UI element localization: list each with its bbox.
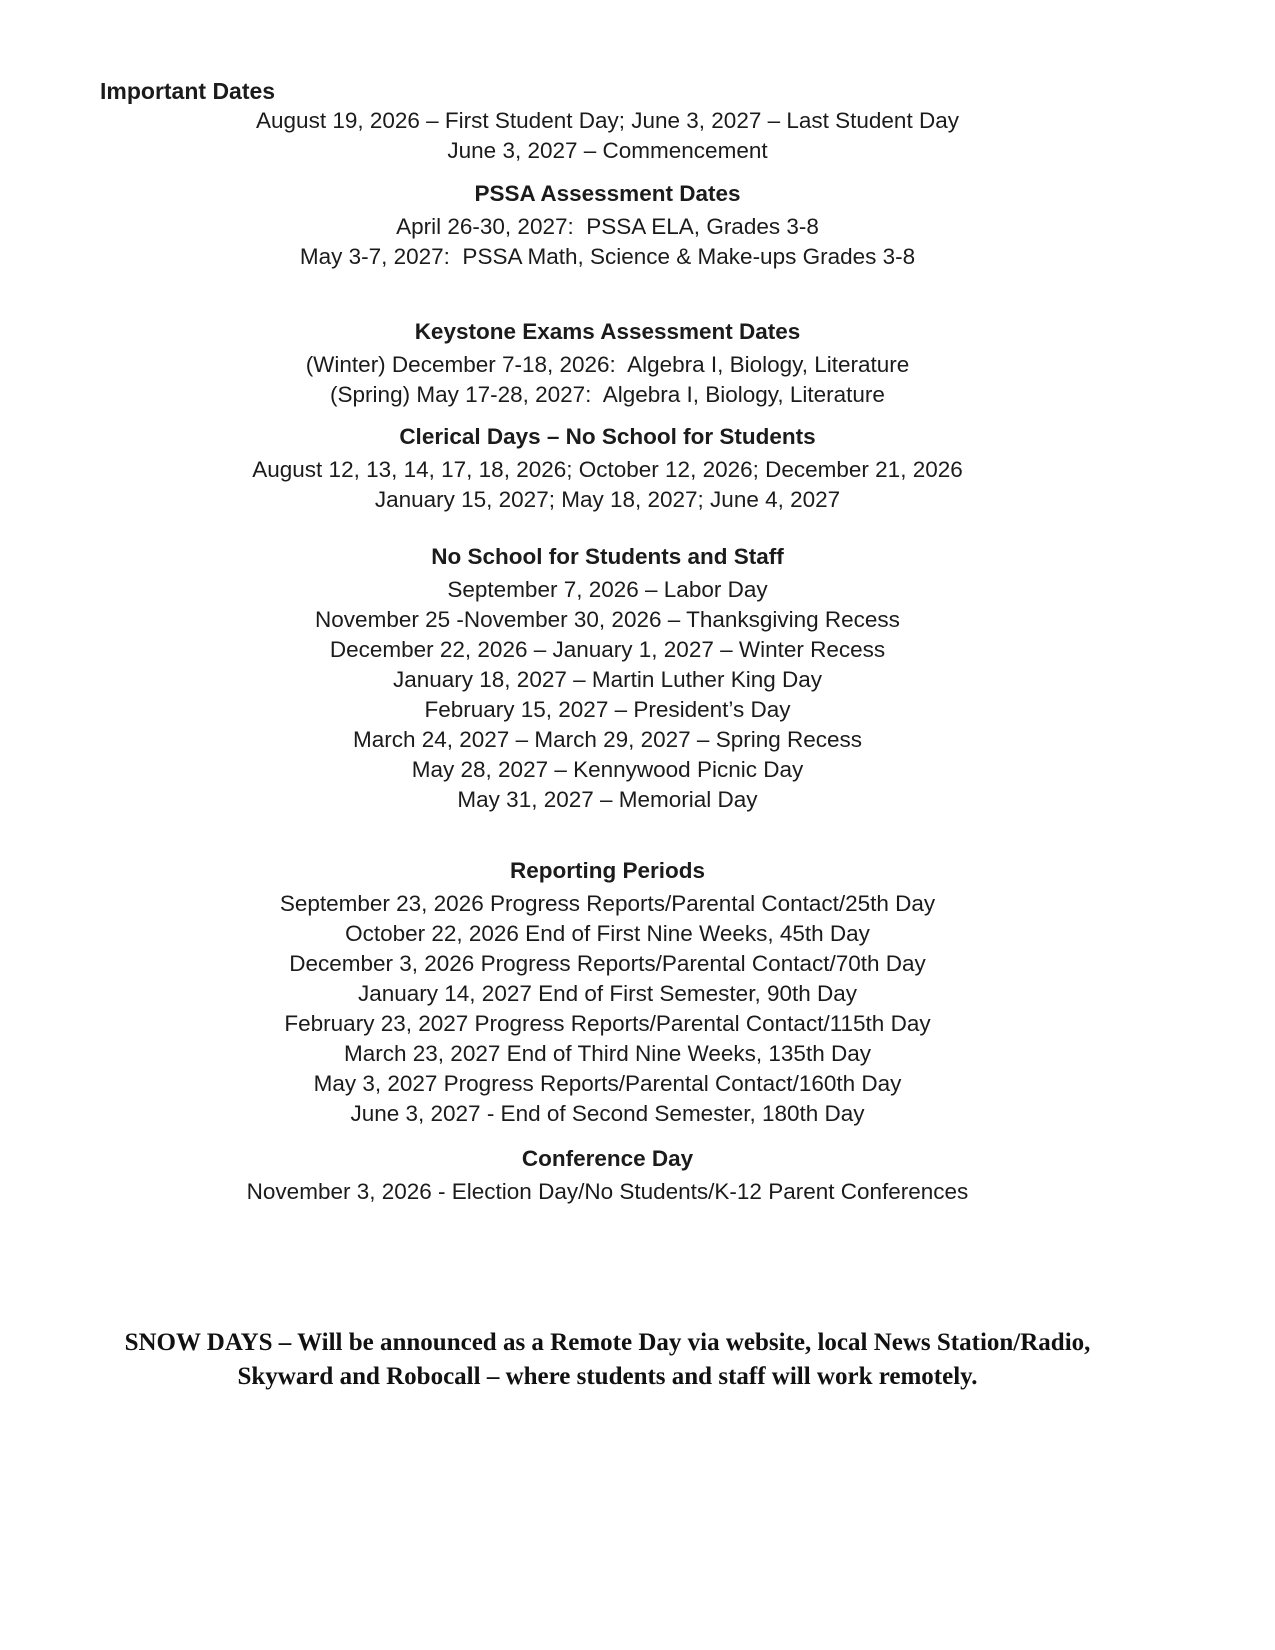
date-line: February 23, 2027 Progress Reports/Parental Contact/115th Day <box>284 1011 931 1036</box>
date-line: May 3, 2027 Progress Reports/Parental Contact/160th Day <box>313 1071 902 1096</box>
section-heading: Reporting Periods <box>509 858 706 883</box>
date-line: September 7, 2026 – Labor Day <box>447 577 768 602</box>
section-heading: PSSA Assessment Dates <box>474 181 741 206</box>
date-line: May 3-7, 2027: PSSA Math, Science & Make-ups Grades 3-8 <box>299 244 916 269</box>
date-line: February 15, 2027 – President’s Day <box>424 697 791 722</box>
date-line: September 23, 2026 Progress Reports/Parental Contact/25th Day <box>279 891 936 916</box>
section-heading: Conference Day <box>521 1146 694 1171</box>
section-reporting-periods <box>100 856 1115 1129</box>
date-line: January 14, 2027 End of First Semester, 90th Day <box>357 981 858 1006</box>
section-no-school <box>100 542 1115 815</box>
intro-line: June 3, 2027 – Commencement <box>447 138 768 163</box>
document-content <box>100 0 1115 1394</box>
date-line: June 3, 2027 - End of Second Semester, 180th Day <box>350 1101 865 1126</box>
snow-days-line: Skyward and Robocall – where students and staff will work remotely. <box>237 1363 978 1390</box>
section-clerical-days <box>100 422 1115 515</box>
section-heading: Clerical Days – No School for Students <box>399 424 816 449</box>
section-pssa-assessment-dates <box>100 179 1115 272</box>
date-line: December 22, 2026 – January 1, 2027 – Winter Recess <box>329 637 886 662</box>
date-line: January 15, 2027; May 18, 2027; June 4, 2027 <box>374 487 841 512</box>
date-line: December 3, 2026 Progress Reports/Parental Contact/70th Day <box>289 951 926 976</box>
date-line: April 26-30, 2027: PSSA ELA, Grades 3-8 <box>396 214 819 239</box>
section-keystone-exams <box>100 317 1115 410</box>
date-line: March 23, 2027 End of Third Nine Weeks, 135th Day <box>344 1041 871 1066</box>
intro-section <box>100 106 1115 166</box>
date-line: (Spring) May 17-28, 2027: Algebra I, Biology, Literature <box>330 382 885 407</box>
date-line: November 3, 2026 - Election Day/No Students/K-12 Parent Conferences <box>246 1179 969 1204</box>
snow-days-line: SNOW DAYS – Will be announced as a Remote Day via website, local News Station/Radio, <box>124 1329 1091 1356</box>
date-line: October 22, 2026 End of First Nine Weeks, 45th Day <box>345 921 870 946</box>
date-line: March 24, 2027 – March 29, 2027 – Spring Recess <box>352 727 863 752</box>
section-heading: No School for Students and Staff <box>431 544 784 569</box>
section-conference-day <box>100 1144 1115 1207</box>
section-heading: Keystone Exams Assessment Dates <box>414 319 801 344</box>
page-title: Important Dates <box>100 78 276 104</box>
intro-line: August 19, 2026 – First Student Day; June 3, 2027 – Last Student Day <box>256 108 959 133</box>
date-line: August 12, 13, 14, 17, 18, 2026; October 12, 2026; December 21, 2026 <box>252 457 963 482</box>
date-line: May 31, 2027 – Memorial Day <box>457 787 758 812</box>
date-line: May 28, 2027 – Kennywood Picnic Day <box>411 757 804 782</box>
date-line: January 18, 2027 – Martin Luther King Day <box>392 667 822 692</box>
date-line: November 25 -November 30, 2026 – Thanksgiving Recess <box>315 607 900 632</box>
snow-days-notice <box>100 1326 1115 1394</box>
date-line: (Winter) December 7-18, 2026: Algebra I, Biology, Literature <box>305 352 910 377</box>
